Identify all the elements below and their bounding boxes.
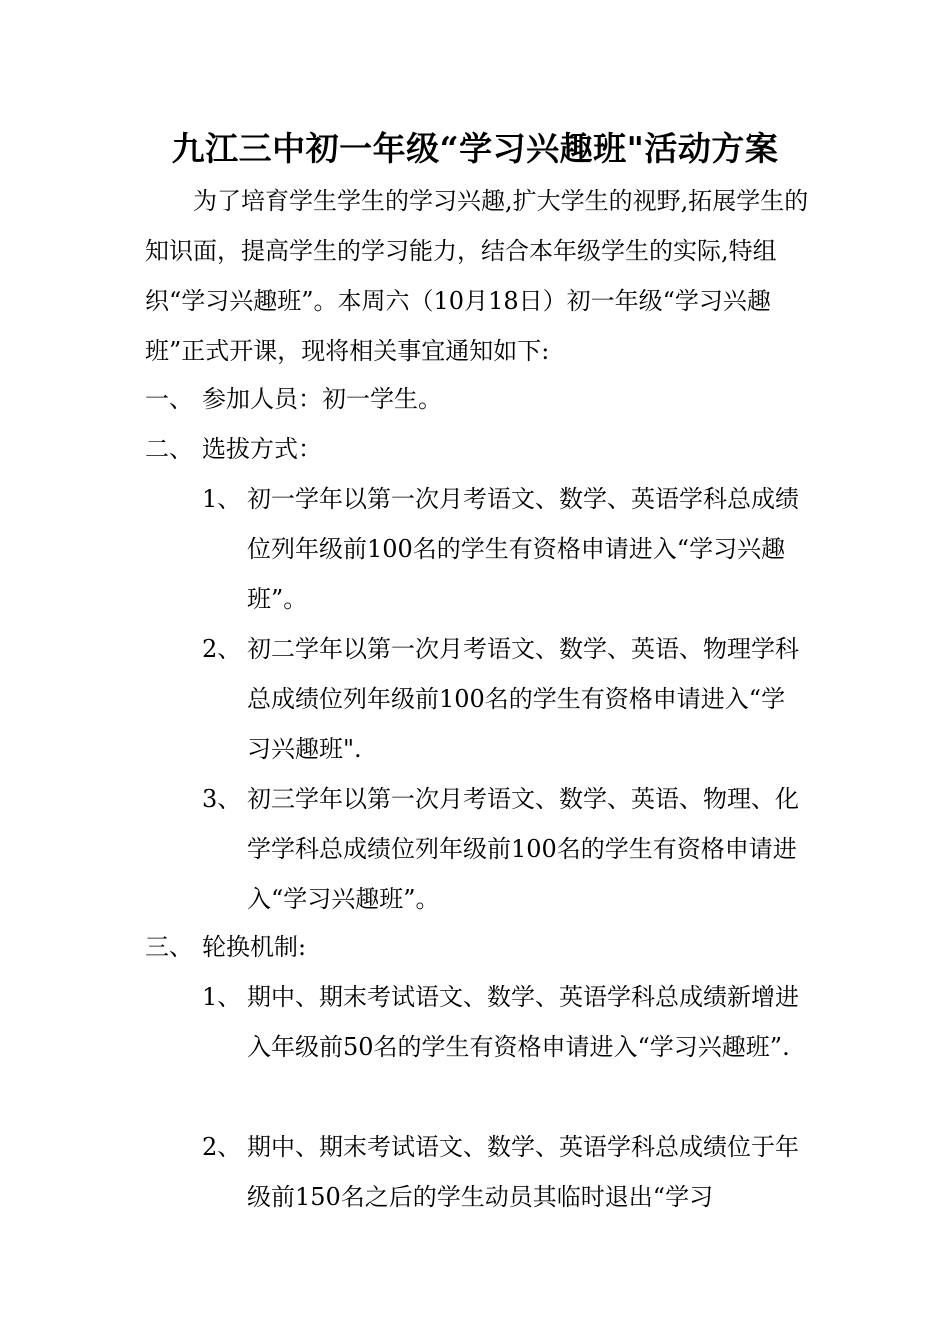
section-3-number: 三、 (145, 933, 193, 961)
section-3-item-1-number: 1、 (202, 983, 242, 1011)
section-2-number: 二、 (145, 435, 193, 463)
section-3-heading: 轮换机制: (202, 933, 307, 961)
section-3-item-2-text: 期中、期末考试语文、数学、英语学科总成绩位于年级前150名之后的学生动员其临时退出“学习 (247, 1133, 799, 1211)
section-2-item-3-text: 初三学年以第一次月考语文、数学、英语、物理、化学学科总成绩位列年级前100名的学生有资格申请进入“学习兴趣班”。 (247, 785, 799, 913)
section-2-item-3-number: 3、 (202, 785, 242, 813)
section-3-item-1-text: 期中、期末考试语文、数学、英语学科总成绩新增进入年级前50名的学生有资格申请进入“学习兴趣班”. (247, 983, 799, 1061)
document-title: 九江三中初一年级“学习兴趣班"活动方案 (171, 129, 779, 168)
section-2-item-1-text: 初一学年以第一次月考语文、数学、英语学科总成绩位列年级前100名的学生有资格申请进入“学习兴趣班”。 (247, 485, 799, 613)
section-3-item-2-number: 2、 (202, 1133, 242, 1161)
intro-paragraph: 为了培育学生学生的学习兴趣,扩大学生的视野,拓展学生的知识面，提高学生的学习能力，结合本年级学生的实际,特组织“学习兴趣班”。本周六（10月18日）初一年级“学习兴趣班”正式开课，现将相关事宜通知如下: (145, 187, 809, 365)
section-1-number: 一、 (145, 385, 193, 413)
section-2-heading: 选拔方式： (202, 435, 322, 463)
section-2-item-2-text: 初二学年以第一次月考语文、数学、英语、物理学科总成绩位列年级前100名的学生有资格申请进入“学习兴趣班". (247, 635, 799, 763)
section-1-heading: 参加人员：初一学生。 (202, 385, 442, 413)
section-2-item-2-number: 2、 (202, 635, 242, 663)
section-2-item-1-number: 1、 (202, 485, 242, 513)
